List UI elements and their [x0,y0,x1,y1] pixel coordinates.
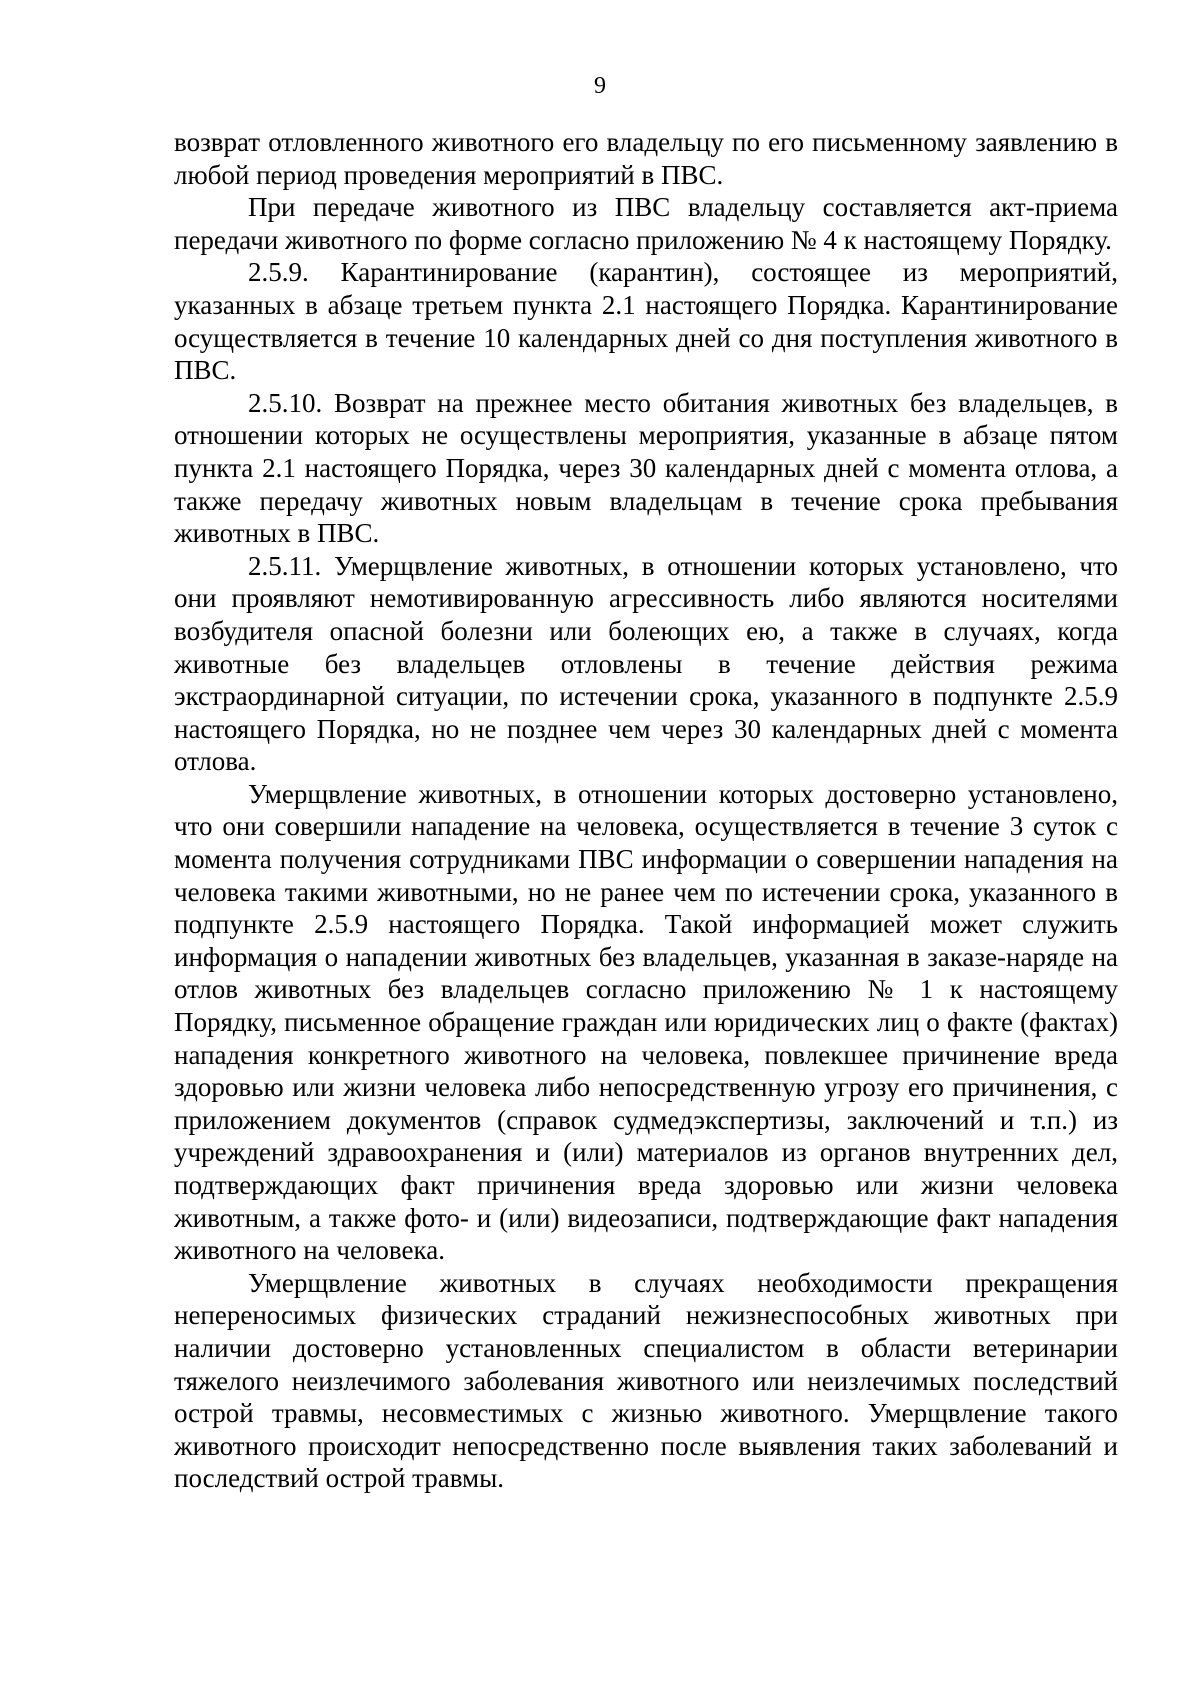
paragraph-2-5-10-return: 2.5.10. Возврат на прежнее место обитания животных без владельцев, в отношении которых не осуществлены мероприятия, указанные в абзаце пятом пункта 2.1 настоящего Порядка, через 30 календарных дней с момента отлова, а также передачу животных новым владельцам в течение срока пребывания животных в ПВС. [174,387,1118,549]
paragraph-return-to-owner: возврат отловленного животного его владельцу по его письменному заявлению в любой период проведения мероприятий в ПВС. [174,127,1118,190]
paragraph-transfer-act: При передаче животного из ПВС владельцу составляется акт-приема передачи животного по форме согласно приложению № 4 к настоящему Порядку. [174,192,1118,255]
document-body [174,126,1118,1495]
paragraph-2-5-9-quarantine: 2.5.9. Карантинирование (карантин), состоящее из мероприятий, указанных в абзаце третьем пункта 2.1 настоящего Порядка. Карантинирование осуществляется в течение 10 календарных дней со дня поступления животного в ПВС. [174,257,1118,386]
paragraph-2-5-11-euthanasia: 2.5.11. Умерщвление животных, в отношении которых установлено, что они проявляют немотивированную агрессивность либо являются носителями возбудителя опасной болезни или болеющих ею, а также в случаях, когда животные без владельцев отловлены в течение действия режима экстраординарной ситуации, по истечении срока, указанного в подпункте 2.5.9 настоящего Порядка, но не позднее чем через 30 календарных дней с момента отлова. [174,550,1118,777]
paragraph-euthanasia-attack: Умерщвление животных, в отношении которых достоверно установлено, что они совершили нападение на человека, осуществляется в течение 3 суток с момента получения сотрудниками ПВС информации о совершении нападения на человека такими животными, но не ранее чем по истечении срока, указанного в подпункте 2.5.9 настоящего Порядка. Такой информацией может служить информация о нападении животных без владельцев, указанная в заказе-наряде на отлов животных без владельцев согласно приложению № 1 к настоящему Порядку, письменное обращение граждан или юридических лиц о факте (фактах) нападения конкретного животного на человека, повлекшее причинение вреда здоровью или жизни человека либо непосредственную угрозу его причинения, с приложением документов (справок судмедэкспертизы, заключений и т.п.) из учреждений здравоохранения и (или) материалов из органов внутренних дел, подтверждающих факт причинения вреда здоровью или жизни человека животным, а также фото- и (или) видеозаписи, подтверждающие факт нападения животного на человека. [174,778,1118,1266]
paragraph-euthanasia-suffering: Умерщвление животных в случаях необходимости прекращения непереносимых физических страданий нежизнеспособных животных при наличии достоверно установленных специалистом в области ветеринарии тяжелого неизлечимого заболевания животного или неизлечимых последствий острой травмы, несовместимых с жизнью животного. Умерщвление такого животного происходит непосредственно после выявления таких заболеваний и последствий острой травмы. [174,1267,1118,1494]
page-number: 9 [594,73,606,99]
